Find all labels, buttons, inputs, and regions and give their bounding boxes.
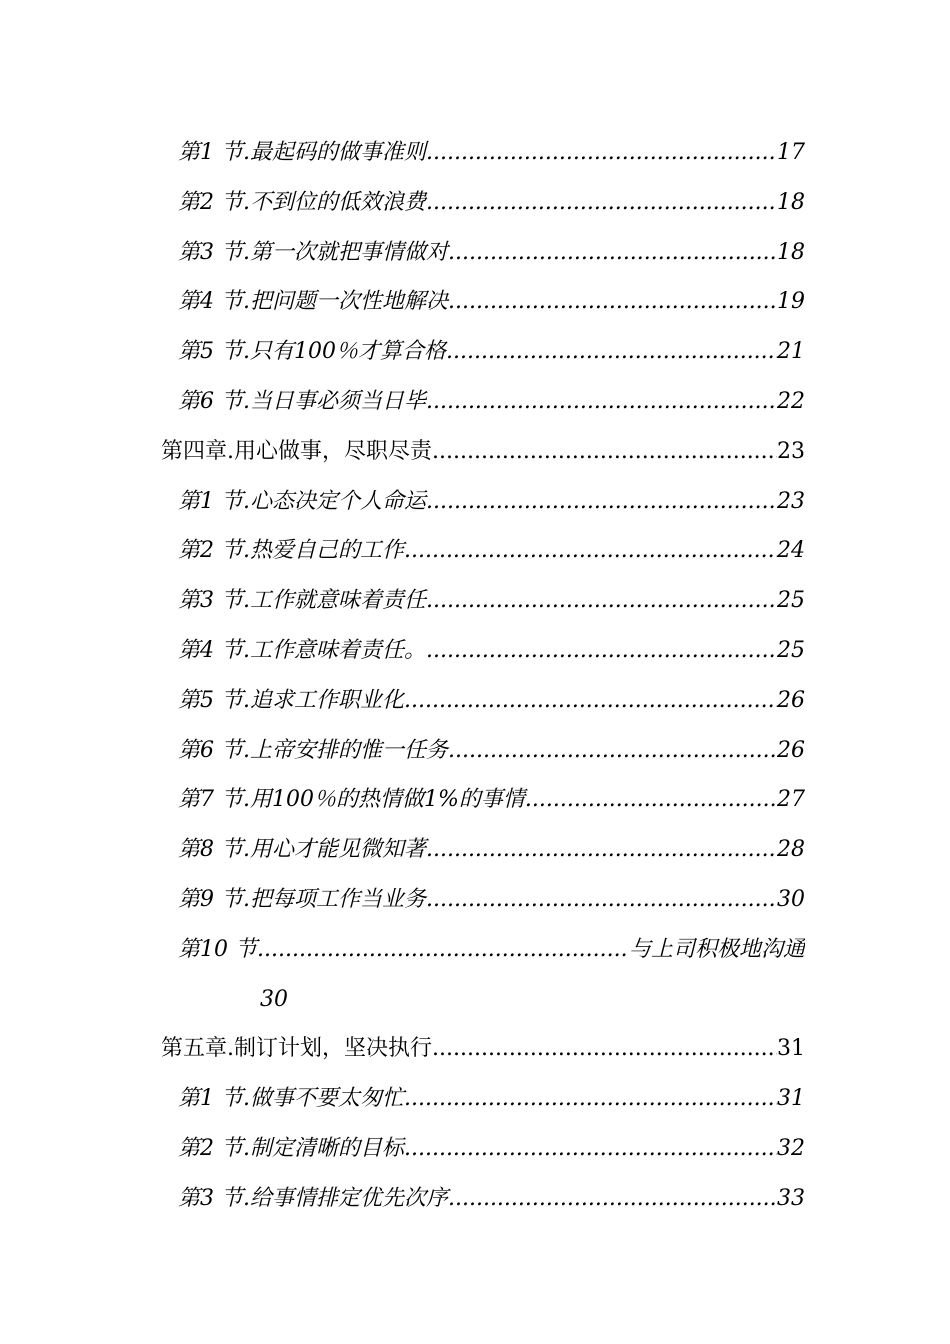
toc-entry-title: 第1 节.最起码的做事准则	[178, 140, 426, 165]
toc-entry-row	[178, 726, 805, 776]
toc-entry-title: 第6 节.上帝安排的惟一任务	[178, 737, 448, 763]
toc-entry-title: 第3 节.工作就意味着责任	[178, 588, 426, 614]
toc-entry-page: 23	[777, 488, 805, 514]
toc-entry-title: 第9 节.把每项工作当业务	[178, 886, 426, 912]
toc-entry-row	[178, 576, 805, 626]
toc-entry-page: 30	[777, 886, 805, 912]
toc-entry-page: 23	[777, 438, 805, 464]
toc-entry[interactable]	[0, 626, 950, 676]
toc-chapter-entry[interactable]	[0, 1024, 950, 1074]
toc-entry-page: 26	[777, 687, 805, 713]
toc-entry-title: 第四章.用心做事，尽职尽责	[161, 438, 432, 464]
toc-entry-row	[178, 676, 805, 726]
toc-entry-row	[178, 875, 805, 925]
toc-entry-page: 19	[777, 289, 805, 315]
toc-entry[interactable]	[0, 228, 950, 278]
toc-entry-row	[178, 626, 805, 676]
dot-leader	[257, 925, 629, 975]
toc-entry[interactable]	[0, 128, 950, 178]
toc-entry-page: 26	[777, 737, 805, 763]
toc-entry-page: 27	[777, 787, 805, 813]
toc-entry[interactable]	[0, 377, 950, 427]
toc-entry[interactable]	[0, 1124, 950, 1174]
dot-leader	[426, 377, 777, 427]
toc-entry[interactable]	[0, 676, 950, 726]
dot-leader	[448, 726, 777, 776]
dot-leader	[426, 576, 777, 626]
toc-entry-title-tail: 与上司积极地沟通	[628, 936, 805, 962]
dot-leader	[426, 626, 777, 676]
toc-entry-row	[161, 427, 805, 477]
toc-entry-title: 第1 节.心态决定个人命运	[178, 488, 426, 514]
toc-entry-title: 第2 节.制定清晰的目标	[178, 1135, 404, 1161]
toc-entry[interactable]	[0, 178, 950, 228]
toc-entry-wrapped[interactable]	[0, 925, 950, 1025]
toc-entry-title: 第5 节.追求工作职业化	[178, 687, 404, 713]
toc-entry-title: 第4 节.工作意味着责任。	[178, 637, 426, 663]
toc-entry-row	[178, 775, 805, 825]
toc-entry-row	[178, 925, 805, 975]
toc-entry[interactable]	[0, 1174, 950, 1224]
toc-entry-page: 25	[777, 588, 805, 614]
dot-leader	[448, 1174, 777, 1224]
toc-entry-title: 第7 节.用100％的热情做1%的事情	[178, 787, 525, 813]
dot-leader	[404, 526, 777, 576]
dot-leader	[432, 1024, 777, 1074]
toc-entry-row	[178, 825, 805, 875]
toc-entry-title: 第2 节.不到位的低效浪费	[178, 189, 426, 215]
toc-entry-row	[178, 277, 805, 327]
toc-chapter-entry[interactable]	[0, 427, 950, 477]
toc-entry-page: 31	[777, 1036, 805, 1062]
toc-entry-page: 21	[777, 339, 805, 365]
toc-entry-title: 第1 节.做事不要太匆忙	[178, 1086, 404, 1112]
toc-entry-title: 第2 节.热爱自己的工作	[178, 538, 404, 564]
toc-entry-row	[178, 1124, 805, 1174]
toc-entry-row	[161, 1024, 805, 1074]
toc-entry-row	[178, 327, 805, 377]
toc-entry-page: 31	[777, 1086, 805, 1112]
toc-entry-page: 32	[777, 1135, 805, 1161]
toc-entry-row	[178, 228, 805, 278]
toc-entry[interactable]	[0, 277, 950, 327]
dot-leader	[404, 1074, 777, 1124]
toc-entry-page: 33	[777, 1185, 805, 1211]
toc-entry-title: 第3 节.第一次就把事情做对	[178, 239, 448, 265]
dot-leader	[426, 477, 777, 527]
dot-leader	[448, 228, 777, 278]
dot-leader	[426, 178, 777, 228]
toc-entry-title: 第5 节.只有100％才算合格	[178, 339, 446, 365]
toc-entry-title: 第6 节.当日事必须当日毕	[178, 388, 426, 414]
toc-entry[interactable]	[0, 726, 950, 776]
toc-entry[interactable]	[0, 825, 950, 875]
toc-entry-page: 25	[777, 637, 805, 663]
toc-entry-title: 第3 节.给事情排定优先次序	[178, 1185, 448, 1211]
dot-leader	[448, 277, 777, 327]
toc-entry-row	[178, 477, 805, 527]
dot-leader	[426, 875, 777, 925]
dot-leader	[426, 128, 777, 178]
toc-entry[interactable]	[0, 1074, 950, 1124]
toc-entry-row	[178, 178, 805, 228]
table-of-contents	[0, 128, 950, 1224]
toc-entry-page: 28	[777, 837, 805, 863]
toc-entry-title: 第五章.制订计划，坚决执行	[161, 1036, 432, 1062]
dot-leader	[426, 825, 777, 875]
toc-entry-page: 17	[777, 140, 805, 165]
toc-entry[interactable]	[0, 875, 950, 925]
toc-entry[interactable]	[0, 576, 950, 626]
toc-entry-page: 24	[777, 538, 805, 564]
toc-entry[interactable]	[0, 327, 950, 377]
dot-leader	[404, 1124, 777, 1174]
toc-entry-row	[178, 1174, 805, 1224]
toc-entry-title: 第8 节.用心才能见微知著	[178, 837, 426, 863]
toc-entry-page: 30	[260, 986, 288, 1012]
toc-entry-title: 第10 节	[178, 936, 257, 962]
toc-entry-row	[178, 128, 805, 178]
toc-entry[interactable]	[0, 526, 950, 576]
toc-entry-row	[178, 1074, 805, 1124]
dot-leader	[446, 327, 777, 377]
toc-entry-row	[178, 377, 805, 427]
dot-leader	[525, 775, 777, 825]
dot-leader	[432, 427, 777, 477]
toc-entry-title: 第4 节.把问题一次性地解决	[178, 289, 448, 315]
toc-entry-page: 22	[777, 388, 805, 414]
toc-entry[interactable]	[0, 477, 950, 527]
toc-entry-row	[178, 526, 805, 576]
toc-entry[interactable]	[0, 775, 950, 825]
toc-entry-page: 18	[777, 239, 805, 265]
dot-leader	[404, 676, 777, 726]
toc-entry-page: 18	[777, 189, 805, 215]
